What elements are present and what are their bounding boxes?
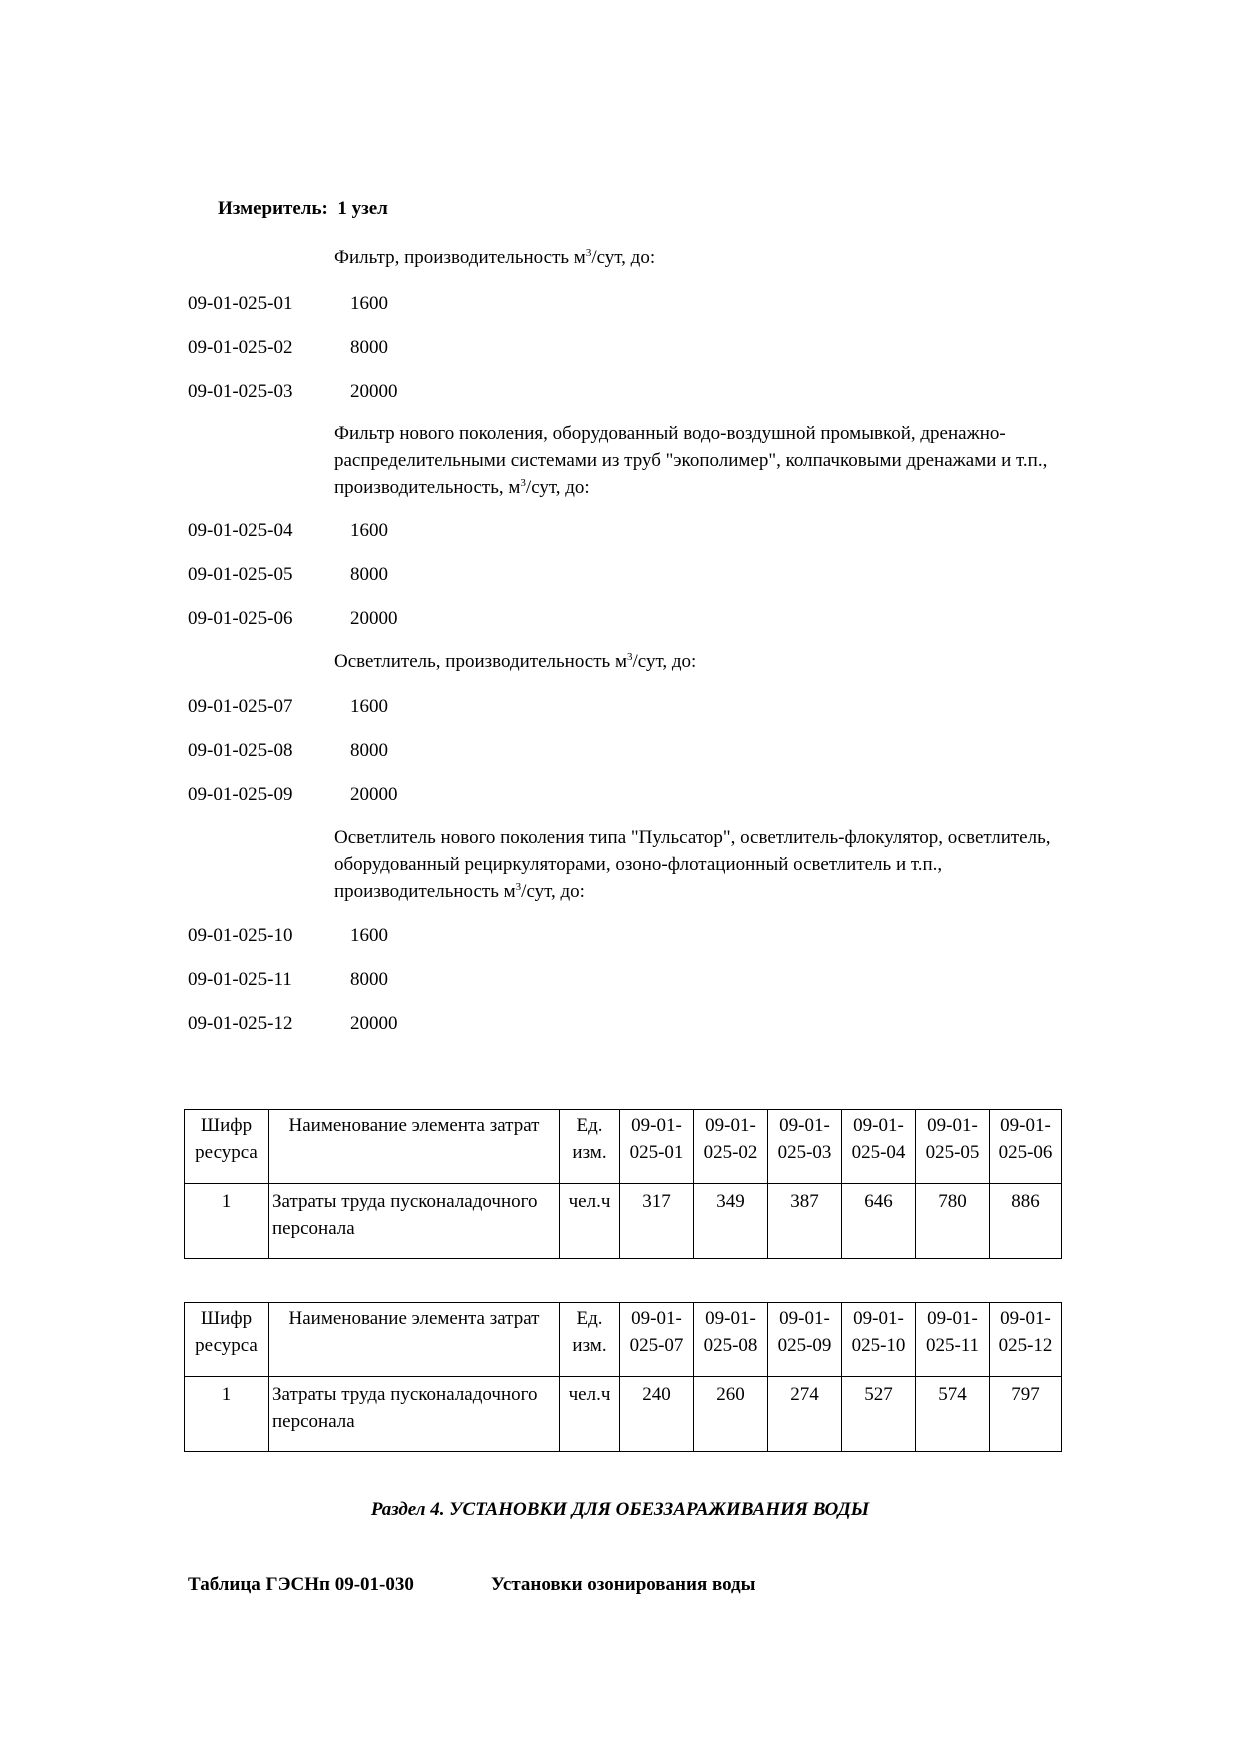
norm-code: 09-01-025-02 bbox=[188, 337, 293, 358]
table-header-row bbox=[185, 1303, 1062, 1377]
table-ref-label: Таблица ГЭСНп 09-01-030 bbox=[188, 1574, 414, 1595]
table-cell: 1 bbox=[185, 1377, 269, 1452]
column-header: 09-01-025-01 bbox=[620, 1110, 694, 1184]
column-header: 09-01-025-02 bbox=[694, 1110, 768, 1184]
column-header: 09-01-025-11 bbox=[916, 1303, 990, 1377]
group-heading: Осветлитель нового поколения типа "Пульсатор", осветлитель-флокулятор, осветлитель, оборудованный рециркуляторами, озоно-флотационный осветлитель и т.п., производительность $м^3$/сут, до: bbox=[334, 827, 1051, 902]
norm-value: 20000 bbox=[350, 1013, 398, 1034]
norm-value: 8000 bbox=[350, 337, 388, 358]
norm-value: 1600 bbox=[350, 696, 388, 717]
measure-label: Измеритель: bbox=[218, 198, 328, 219]
table-cell: 646 bbox=[842, 1184, 916, 1259]
table-cell: Затраты труда пусконаладочного персонала bbox=[269, 1377, 560, 1452]
table-cell: 240 bbox=[620, 1377, 694, 1452]
table-cell: чел.ч bbox=[560, 1184, 620, 1259]
table-header-row bbox=[185, 1110, 1062, 1184]
column-header: 09-01-025-10 bbox=[842, 1303, 916, 1377]
column-header: Шифр ресурса bbox=[185, 1303, 269, 1377]
column-header: 09-01-025-05 bbox=[916, 1110, 990, 1184]
column-header: Ед. изм. bbox=[560, 1303, 620, 1377]
norm-value: 20000 bbox=[350, 784, 398, 805]
table-cell: 527 bbox=[842, 1377, 916, 1452]
table-cell: 274 bbox=[768, 1377, 842, 1452]
column-header: 09-01-025-09 bbox=[768, 1303, 842, 1377]
column-header: 09-01-025-04 bbox=[842, 1110, 916, 1184]
column-header: Наименование элемента затрат bbox=[269, 1110, 560, 1184]
norm-value: 20000 bbox=[350, 381, 398, 402]
column-header: 09-01-025-06 bbox=[990, 1110, 1062, 1184]
table-cell: 780 bbox=[916, 1184, 990, 1259]
norm-code: 09-01-025-06 bbox=[188, 608, 293, 629]
table-cell: 1 bbox=[185, 1184, 269, 1259]
norm-code: 09-01-025-11 bbox=[188, 969, 292, 990]
norm-value: 1600 bbox=[350, 293, 388, 314]
group-heading: Фильтр, производительность $м^3$/сут, до: bbox=[334, 247, 656, 268]
column-header: 09-01-025-07 bbox=[620, 1303, 694, 1377]
norm-code: 09-01-025-04 bbox=[188, 520, 293, 541]
resource-table bbox=[184, 1109, 1062, 1259]
measure-value: 1 узел bbox=[337, 198, 388, 219]
column-header: Шифр ресурса bbox=[185, 1110, 269, 1184]
column-header: 09-01-025-08 bbox=[694, 1303, 768, 1377]
norm-value: 1600 bbox=[350, 925, 388, 946]
table-row bbox=[185, 1377, 1062, 1452]
norm-code: 09-01-025-12 bbox=[188, 1013, 293, 1034]
table-cell: 797 bbox=[990, 1377, 1062, 1452]
group-heading: Фильтр нового поколения, оборудованный водо-воздушной промывкой, дренажно-распределительными системами из труб "экополимер", колпачковыми дренажами и т.п., производительность, $м^3$/сут, до: bbox=[334, 423, 1048, 498]
column-header: 09-01-025-03 bbox=[768, 1110, 842, 1184]
norm-value: 8000 bbox=[350, 564, 388, 585]
norm-code: 09-01-025-10 bbox=[188, 925, 293, 946]
norm-value: 8000 bbox=[350, 969, 388, 990]
table-cell: 574 bbox=[916, 1377, 990, 1452]
norm-value: 1600 bbox=[350, 520, 388, 541]
table-cell: Затраты труда пусконаладочного персонала bbox=[269, 1184, 560, 1259]
table-cell: 886 bbox=[990, 1184, 1062, 1259]
norm-value: 20000 bbox=[350, 608, 398, 629]
column-header: 09-01-025-12 bbox=[990, 1303, 1062, 1377]
norm-code: 09-01-025-01 bbox=[188, 293, 293, 314]
column-header: Наименование элемента затрат bbox=[269, 1303, 560, 1377]
table-ref-title: Установки озонирования воды bbox=[491, 1574, 756, 1595]
norm-code: 09-01-025-05 bbox=[188, 564, 293, 585]
norm-value: 8000 bbox=[350, 740, 388, 761]
table-cell: чел.ч bbox=[560, 1377, 620, 1452]
norm-code: 09-01-025-08 bbox=[188, 740, 293, 761]
norm-code: 09-01-025-03 bbox=[188, 381, 293, 402]
column-header: Ед. изм. bbox=[560, 1110, 620, 1184]
table-row bbox=[185, 1184, 1062, 1259]
table-cell: 349 bbox=[694, 1184, 768, 1259]
table-cell: 317 bbox=[620, 1184, 694, 1259]
table-cell: 260 bbox=[694, 1377, 768, 1452]
norm-code: 09-01-025-07 bbox=[188, 696, 293, 717]
resource-table bbox=[184, 1302, 1062, 1452]
group-heading: Осветлитель, производительность $м^3$/сут, до: bbox=[334, 651, 697, 672]
norm-code: 09-01-025-09 bbox=[188, 784, 293, 805]
measure-line bbox=[218, 198, 388, 220]
table-cell: 387 bbox=[768, 1184, 842, 1259]
section-title: Раздел 4. УСТАНОВКИ ДЛЯ ОБЕЗЗАРАЖИВАНИЯ ВОДЫ bbox=[370, 1499, 870, 1520]
